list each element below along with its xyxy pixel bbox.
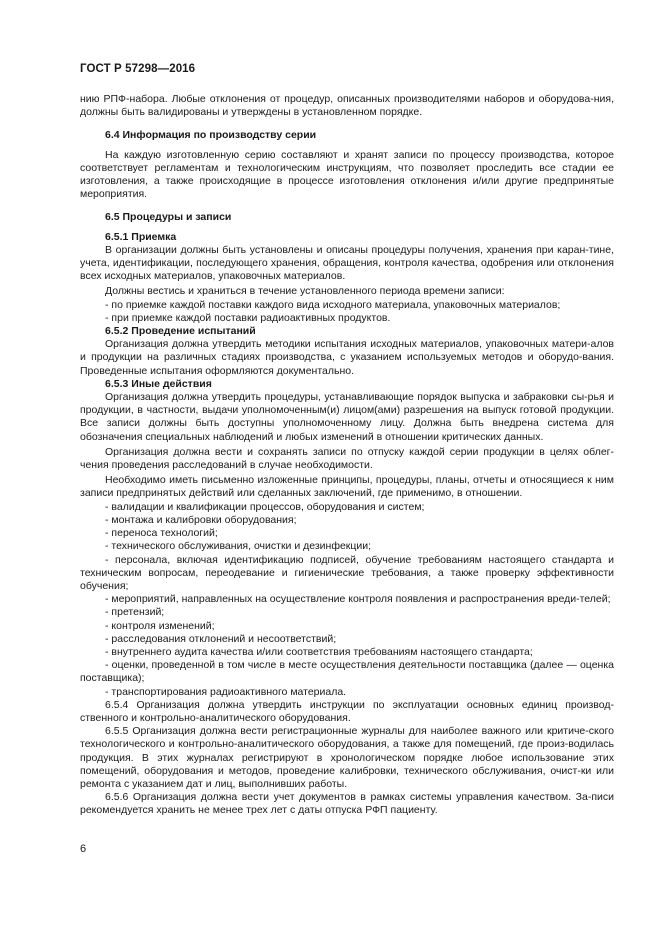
list-item: - технического обслуживания, очистки и дезинфекции;	[105, 540, 372, 553]
list-item: - переноса технологий;	[105, 527, 218, 540]
paragraph: В организации должны быть установлены и описаны процедуры получения, хранения при каран-тине, учета, идентификации, последующего хранения, обращения, контроля качества, одобрения или отклонения всех исходных материалов, упаковочных материалов.	[80, 243, 614, 283]
section-heading-6-4: 6.4 Информация по производству серии	[105, 129, 317, 142]
paragraph: На каждую изготовленную серию составляют и хранят записи по процессу производства, которое соответствует регламентам и технологическим инструкциям, что позволяет проследить все стадии ее изготовления, а также происходящие в процессе изготовления отклонения и/или другие предпринятые мероприятия.	[80, 148, 614, 201]
list-item: - контроля изменений;	[105, 619, 215, 632]
list-item: - по приемке каждой поставки каждого вида исходного материала, упаковочных материалов;	[105, 298, 561, 311]
list-item: - внутреннего аудита качества и/или соответствия требованиям настоящего стандарта;	[105, 645, 533, 658]
document-header: ГОСТ Р 57298—2016	[80, 63, 196, 75]
list-item: - валидации и квалификации процессов, оборудования и систем;	[105, 500, 425, 513]
list-item: - монтажа и калибровки оборудования;	[105, 513, 297, 526]
list-item: - расследования отклонений и несоответствий;	[105, 632, 337, 645]
paragraph-6-5-6: 6.5.6 Организация должна вести учет документов в рамках системы управления качеством. За-писи рекомендуется хранить не менее трех лет с даты отпуска РФП пациенту.	[80, 791, 614, 817]
subsection-heading-6-5-3: 6.5.3 Иные действия	[105, 377, 212, 390]
section-heading-6-5: 6.5 Процедуры и записи	[105, 211, 232, 224]
page-number: 6	[80, 843, 87, 855]
paragraph: Должны вестись и храниться в течение установленного периода времени записи:	[105, 285, 505, 298]
paragraph: Организация должна вести и сохранять записи по отпуску каждой серии продукции в целях облег-чения проведения расследований в случае необходимости.	[80, 445, 614, 472]
paragraph: Организация должна утвердить методики испытания исходных материалов, упаковочных матери-алов и продукции на различных стадиях производства, с указанием используемых методов и оборудо-вания. Проведенные испытания оформляются документально.	[80, 338, 614, 377]
list-item: - транспортирования радиоактивного материала.	[105, 685, 347, 698]
document-body	[80, 93, 614, 818]
subsection-heading-6-5-2: 6.5.2 Проведение испытаний	[105, 325, 256, 338]
paragraph: Необходимо иметь письменно изложенные принципы, процедуры, планы, отчеты и относящиеся к ним записи предпринятых действий или сделанных заключений, где применимо, в отношении.	[80, 474, 614, 500]
list-item: - претензий;	[105, 606, 165, 619]
list-item: - мероприятий, направленных на осуществление контроля появления и распространения вреди-телей;	[105, 593, 611, 606]
list-item: - оценки, проведенной в том числе в месте осуществления деятельности поставщика (далее — оценка поставщика);	[80, 659, 614, 685]
paragraph-6-5-5: 6.5.5 Организация должна вести регистрационные журналы для наиболее важного или критиче-ского технологического и контрольно-аналитического оборудования, а также для помещений, где произ-водилась продукция. В этих журналах регистрируют в хронологическом порядке любое использование этих помещений, оборудования и методов, проведение калибровки, технического обслуживания, очист-ки или ремонта с указанием дат и лиц, выполнивших работы.	[80, 725, 614, 790]
paragraph: Организация должна утвердить процедуры, устанавливающие порядок выпуска и забраковки сы-рья и продукции, в частности, выдачи уполномоченным(и) лицом(ами) разрешения на выпуск готовой продукции. Все записи должны быть доступны уполномоченному лицу. Должна быть внедрена система для обозначения специальных наблюдений и любых изменений в отношении критических данных.	[80, 391, 614, 443]
paragraph: нию РПФ-набора. Любые отклонения от процедур, описанных производителями наборов и оборудова-ния, должны быть валидированы и утверждены в установленном порядке.	[80, 93, 614, 119]
paragraph-6-5-4: 6.5.4 Организация должна утвердить инструкции по эксплуатации основных единиц производ-ственного и контрольно-аналитического оборудования.	[80, 698, 614, 724]
list-item: - персонала, включая идентификацию подписей, обучение требованиям настоящего стандарта и техническим вопросам, переодевание и гигиенические требования, а также проверку эффективности обучения;	[80, 553, 614, 592]
list-item: - при приемке каждой поставки радиоактивных продуктов.	[105, 311, 391, 324]
subsection-heading-6-5-1: 6.5.1 Приемка	[105, 230, 177, 243]
